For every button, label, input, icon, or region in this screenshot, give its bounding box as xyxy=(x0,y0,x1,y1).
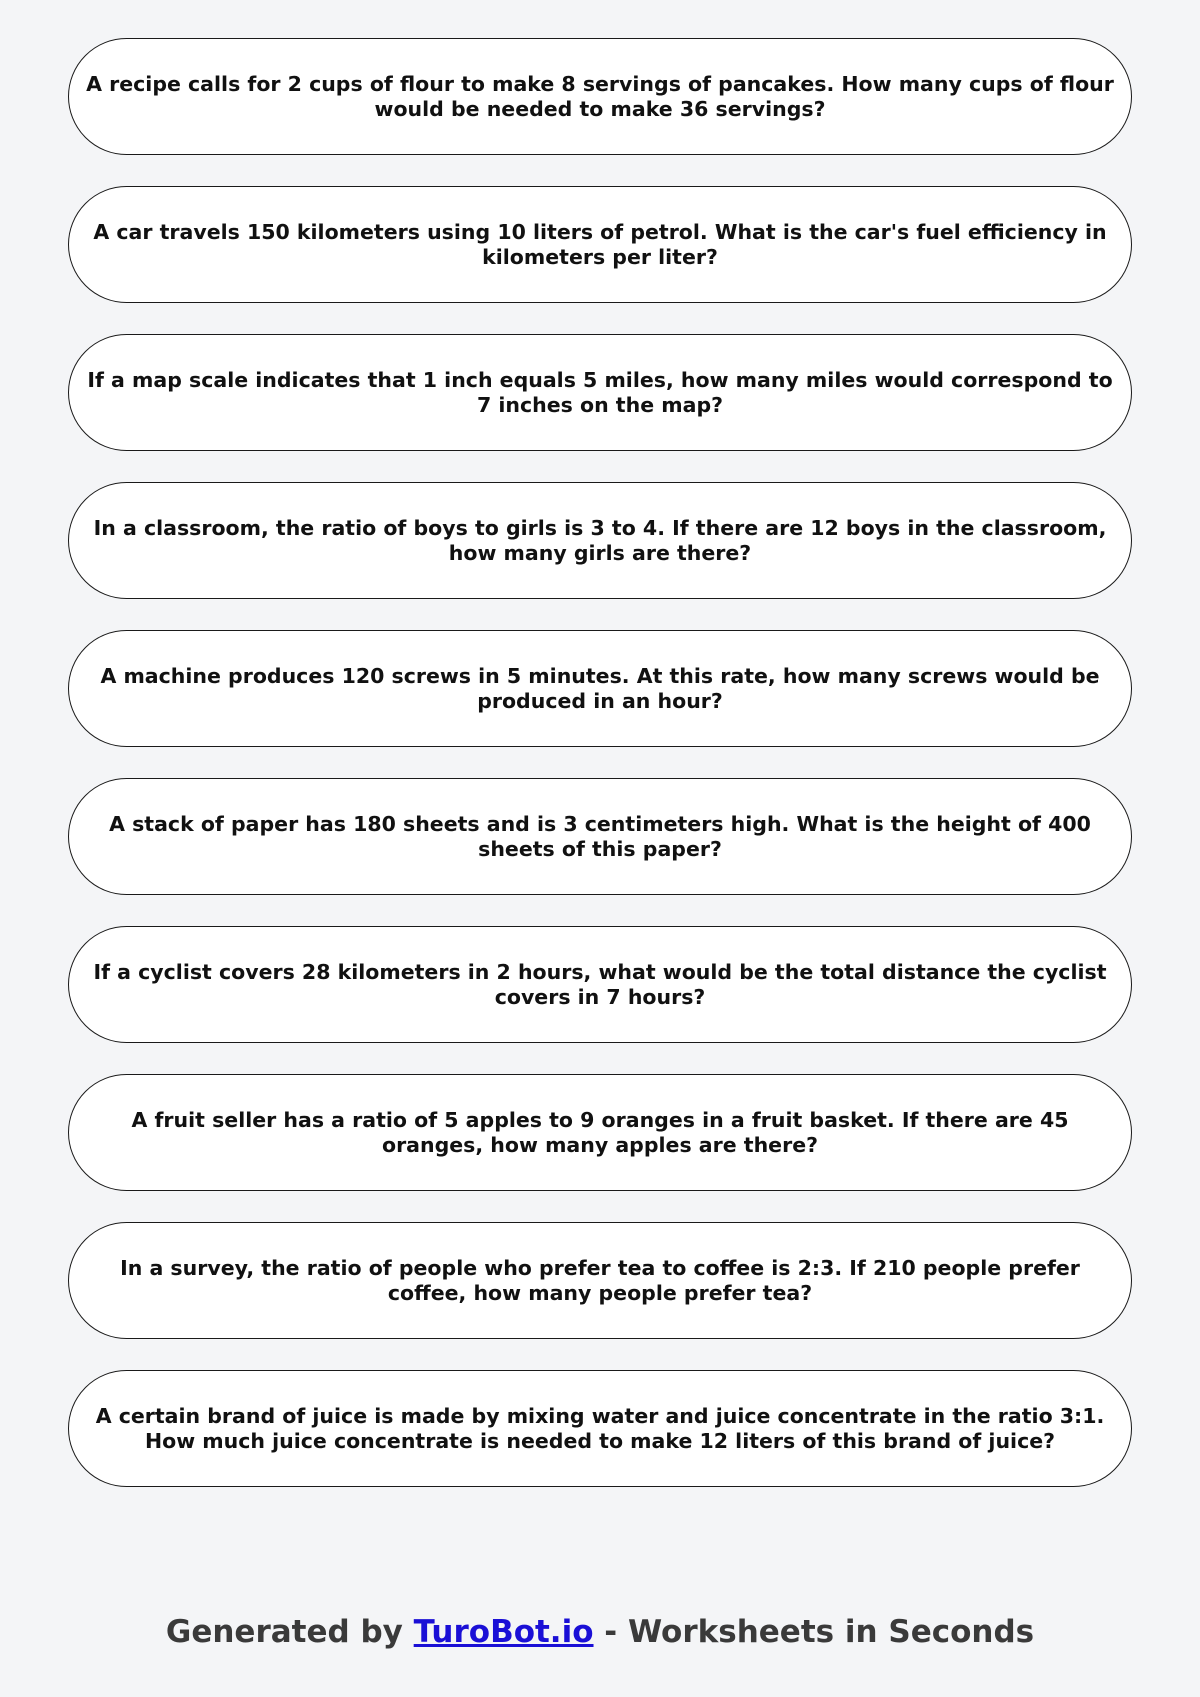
question-text: A stack of paper has 180 sheets and is 3 centimeters high. What is the height of 400 sheets of this paper? xyxy=(109,811,1091,861)
footer-suffix: - Worksheets in Seconds xyxy=(593,1614,1035,1650)
question-card xyxy=(68,778,1132,895)
question-text: A certain brand of juice is made by mixing water and juice concentrate in the ratio 3:1. How much juice concentrate is needed to make 12 liters of this brand of juice? xyxy=(95,1403,1105,1453)
footer-prefix: Generated by xyxy=(165,1614,414,1650)
question-card xyxy=(68,1370,1132,1487)
question-text: In a classroom, the ratio of boys to girls is 3 to 4. If there are 12 boys in the classroom, how many girls are there? xyxy=(93,515,1107,565)
question-card xyxy=(68,1222,1132,1339)
turobot-link[interactable]: TuroBot.io xyxy=(413,1614,594,1650)
question-text: If a map scale indicates that 1 inch equals 5 miles, how many miles would correspond to 7 inches on the map? xyxy=(87,367,1113,417)
question-list xyxy=(68,38,1132,1518)
question-card xyxy=(68,186,1132,303)
question-text: If a cyclist covers 28 kilometers in 2 hours, what would be the total distance the cyclist covers in 7 hours? xyxy=(93,959,1107,1009)
question-text: A recipe calls for 2 cups of flour to make 8 servings of pancakes. How many cups of flour would be needed to make 36 servings? xyxy=(86,71,1114,121)
question-text: In a survey, the ratio of people who prefer tea to coffee is 2:3. If 210 people prefer coffee, how many people prefer tea? xyxy=(120,1255,1080,1305)
question-card xyxy=(68,926,1132,1043)
question-card xyxy=(68,1074,1132,1191)
question-card xyxy=(68,630,1132,747)
question-card xyxy=(68,334,1132,451)
question-text: A car travels 150 kilometers using 10 liters of petrol. What is the car's fuel efficiency in kilometers per liter? xyxy=(93,219,1107,269)
question-card xyxy=(68,482,1132,599)
question-card xyxy=(68,38,1132,155)
question-text: A machine produces 120 screws in 5 minutes. At this rate, how many screws would be produced in an hour? xyxy=(100,663,1100,713)
question-text: A fruit seller has a ratio of 5 apples to 9 oranges in a fruit basket. If there are 45 oranges, how many apples are there? xyxy=(131,1107,1069,1157)
footer xyxy=(0,1614,1200,1650)
